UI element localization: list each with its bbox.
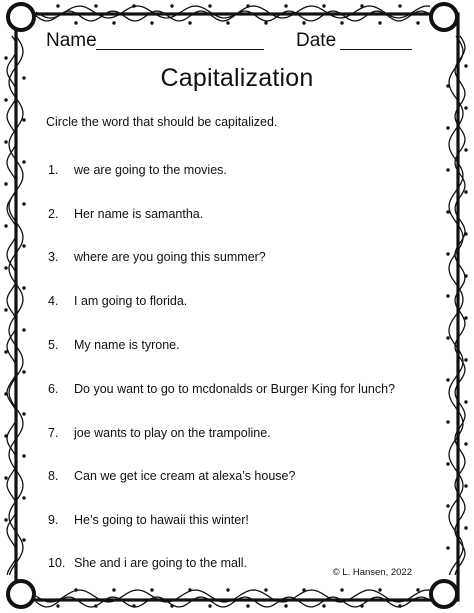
border-dot — [4, 518, 7, 521]
border-dot — [150, 21, 153, 24]
question-number: 9. — [48, 513, 59, 527]
name-blank-line[interactable] — [96, 49, 264, 50]
border-dot — [264, 21, 267, 24]
border-dot — [416, 588, 419, 591]
copyright-credit: © L. Hansen, 2022 — [332, 567, 412, 578]
name-label: Name — [46, 30, 97, 51]
border-dot — [464, 358, 467, 361]
border-dot — [322, 4, 325, 7]
border-dot — [22, 328, 25, 331]
border-dot — [416, 21, 419, 24]
question-number: 1. — [48, 163, 59, 177]
question-text[interactable]: Can we get ice cream at alexa’s house? — [74, 469, 296, 483]
border-dot — [22, 286, 25, 289]
border-dot — [446, 546, 449, 549]
question-text[interactable]: Her name is samantha. — [74, 207, 204, 221]
border-dot — [446, 168, 449, 171]
border-dot — [398, 4, 401, 7]
border-dot — [284, 4, 287, 7]
border-dot — [4, 308, 7, 311]
border-dot — [446, 126, 449, 129]
border-dot — [226, 588, 229, 591]
question-number: 7. — [48, 426, 59, 440]
border-dot — [208, 4, 211, 7]
border-dot — [208, 604, 211, 607]
question-text[interactable]: joe wants to play on the trampoline. — [74, 426, 271, 440]
question-item — [48, 556, 247, 570]
border-dot — [302, 588, 305, 591]
border-dot — [132, 4, 135, 7]
border-dot — [446, 294, 449, 297]
border-dot — [22, 160, 25, 163]
border-dot — [4, 266, 7, 269]
border-dot — [74, 21, 77, 24]
question-text[interactable]: we are going to the movies. — [74, 163, 227, 177]
border-dot — [464, 274, 467, 277]
corner-circle-bottom-left — [8, 581, 34, 607]
question-item — [48, 513, 249, 527]
question-number: 5. — [48, 338, 59, 352]
border-dot — [4, 56, 7, 59]
border-dot — [22, 538, 25, 541]
border-dot — [264, 588, 267, 591]
border-dot — [56, 604, 59, 607]
border-dot — [4, 182, 7, 185]
border-dot — [22, 118, 25, 121]
border-dot — [446, 210, 449, 213]
border-dot — [4, 434, 7, 437]
border-dot — [340, 588, 343, 591]
border-dot — [56, 4, 59, 7]
border-dot — [360, 4, 363, 7]
page-title: Capitalization — [160, 64, 314, 92]
border-dot — [188, 588, 191, 591]
question-text[interactable]: Do you want to go to mcdonalds or Burger King for lunch? — [74, 382, 396, 396]
border-dot — [22, 202, 25, 205]
border-dot — [22, 496, 25, 499]
question-number: 2. — [48, 207, 59, 221]
border-dot — [464, 316, 467, 319]
border-dot — [4, 350, 7, 353]
question-item — [48, 338, 180, 352]
border-dot — [464, 526, 467, 529]
border-dot — [22, 244, 25, 247]
border-dot — [112, 588, 115, 591]
border-dot — [446, 336, 449, 339]
question-text[interactable]: My name is tyrone. — [74, 338, 180, 352]
border-dot — [398, 604, 401, 607]
question-text[interactable]: where are you going this summer? — [74, 250, 266, 264]
border-dot — [246, 604, 249, 607]
question-item — [48, 207, 203, 221]
corner-circle-top-left — [8, 4, 34, 30]
border-dot — [4, 140, 7, 143]
border-dot — [446, 504, 449, 507]
question-item — [48, 294, 187, 308]
date-label: Date — [296, 30, 337, 51]
border-dot — [464, 442, 467, 445]
question-item — [48, 163, 227, 177]
question-item — [48, 469, 295, 483]
border-dot — [94, 604, 97, 607]
border-dot — [446, 420, 449, 423]
border-dot — [4, 476, 7, 479]
border-dot — [94, 4, 97, 7]
border-dot — [150, 588, 153, 591]
border-dot — [4, 98, 7, 101]
border-dot — [246, 4, 249, 7]
border-dot — [464, 232, 467, 235]
instructions: Circle the word that should be capitalized. — [46, 115, 278, 129]
border-dot — [226, 21, 229, 24]
border-dot — [378, 588, 381, 591]
question-item — [48, 382, 395, 396]
border-dot — [132, 604, 135, 607]
border-dot — [464, 190, 467, 193]
border-dot — [112, 21, 115, 24]
border-dot — [464, 148, 467, 151]
border-dot — [22, 412, 25, 415]
border-dot — [170, 604, 173, 607]
question-number: 3. — [48, 250, 59, 264]
date-blank-line[interactable] — [340, 49, 412, 50]
border-dot — [74, 588, 77, 591]
border-dot — [170, 4, 173, 7]
border-dot — [464, 106, 467, 109]
border-dot — [302, 21, 305, 24]
border-dot — [188, 21, 191, 24]
question-number: 6. — [48, 382, 59, 396]
border-dot — [378, 21, 381, 24]
question-number: 4. — [48, 294, 59, 308]
border-dot — [464, 484, 467, 487]
corner-circle-top-right — [431, 4, 457, 30]
question-text[interactable]: He’s going to hawaii this winter! — [74, 513, 249, 527]
question-text[interactable]: I am going to florida. — [74, 294, 188, 308]
border-dot — [464, 400, 467, 403]
question-item — [48, 250, 266, 264]
border-dot — [340, 21, 343, 24]
border-dot — [446, 378, 449, 381]
border-dot — [446, 462, 449, 465]
question-text[interactable]: She and i are going to the mall. — [74, 556, 248, 570]
question-number: 8. — [48, 469, 59, 483]
question-number: 10. — [48, 556, 66, 570]
border-dot — [4, 224, 7, 227]
corner-circle-bottom-right — [431, 581, 457, 607]
question-item — [48, 426, 271, 440]
border-dot — [322, 604, 325, 607]
border-dot — [284, 604, 287, 607]
border-dot — [22, 454, 25, 457]
border-dot — [4, 392, 7, 395]
border-dot — [360, 604, 363, 607]
border-dot — [22, 370, 25, 373]
border-dot — [446, 252, 449, 255]
